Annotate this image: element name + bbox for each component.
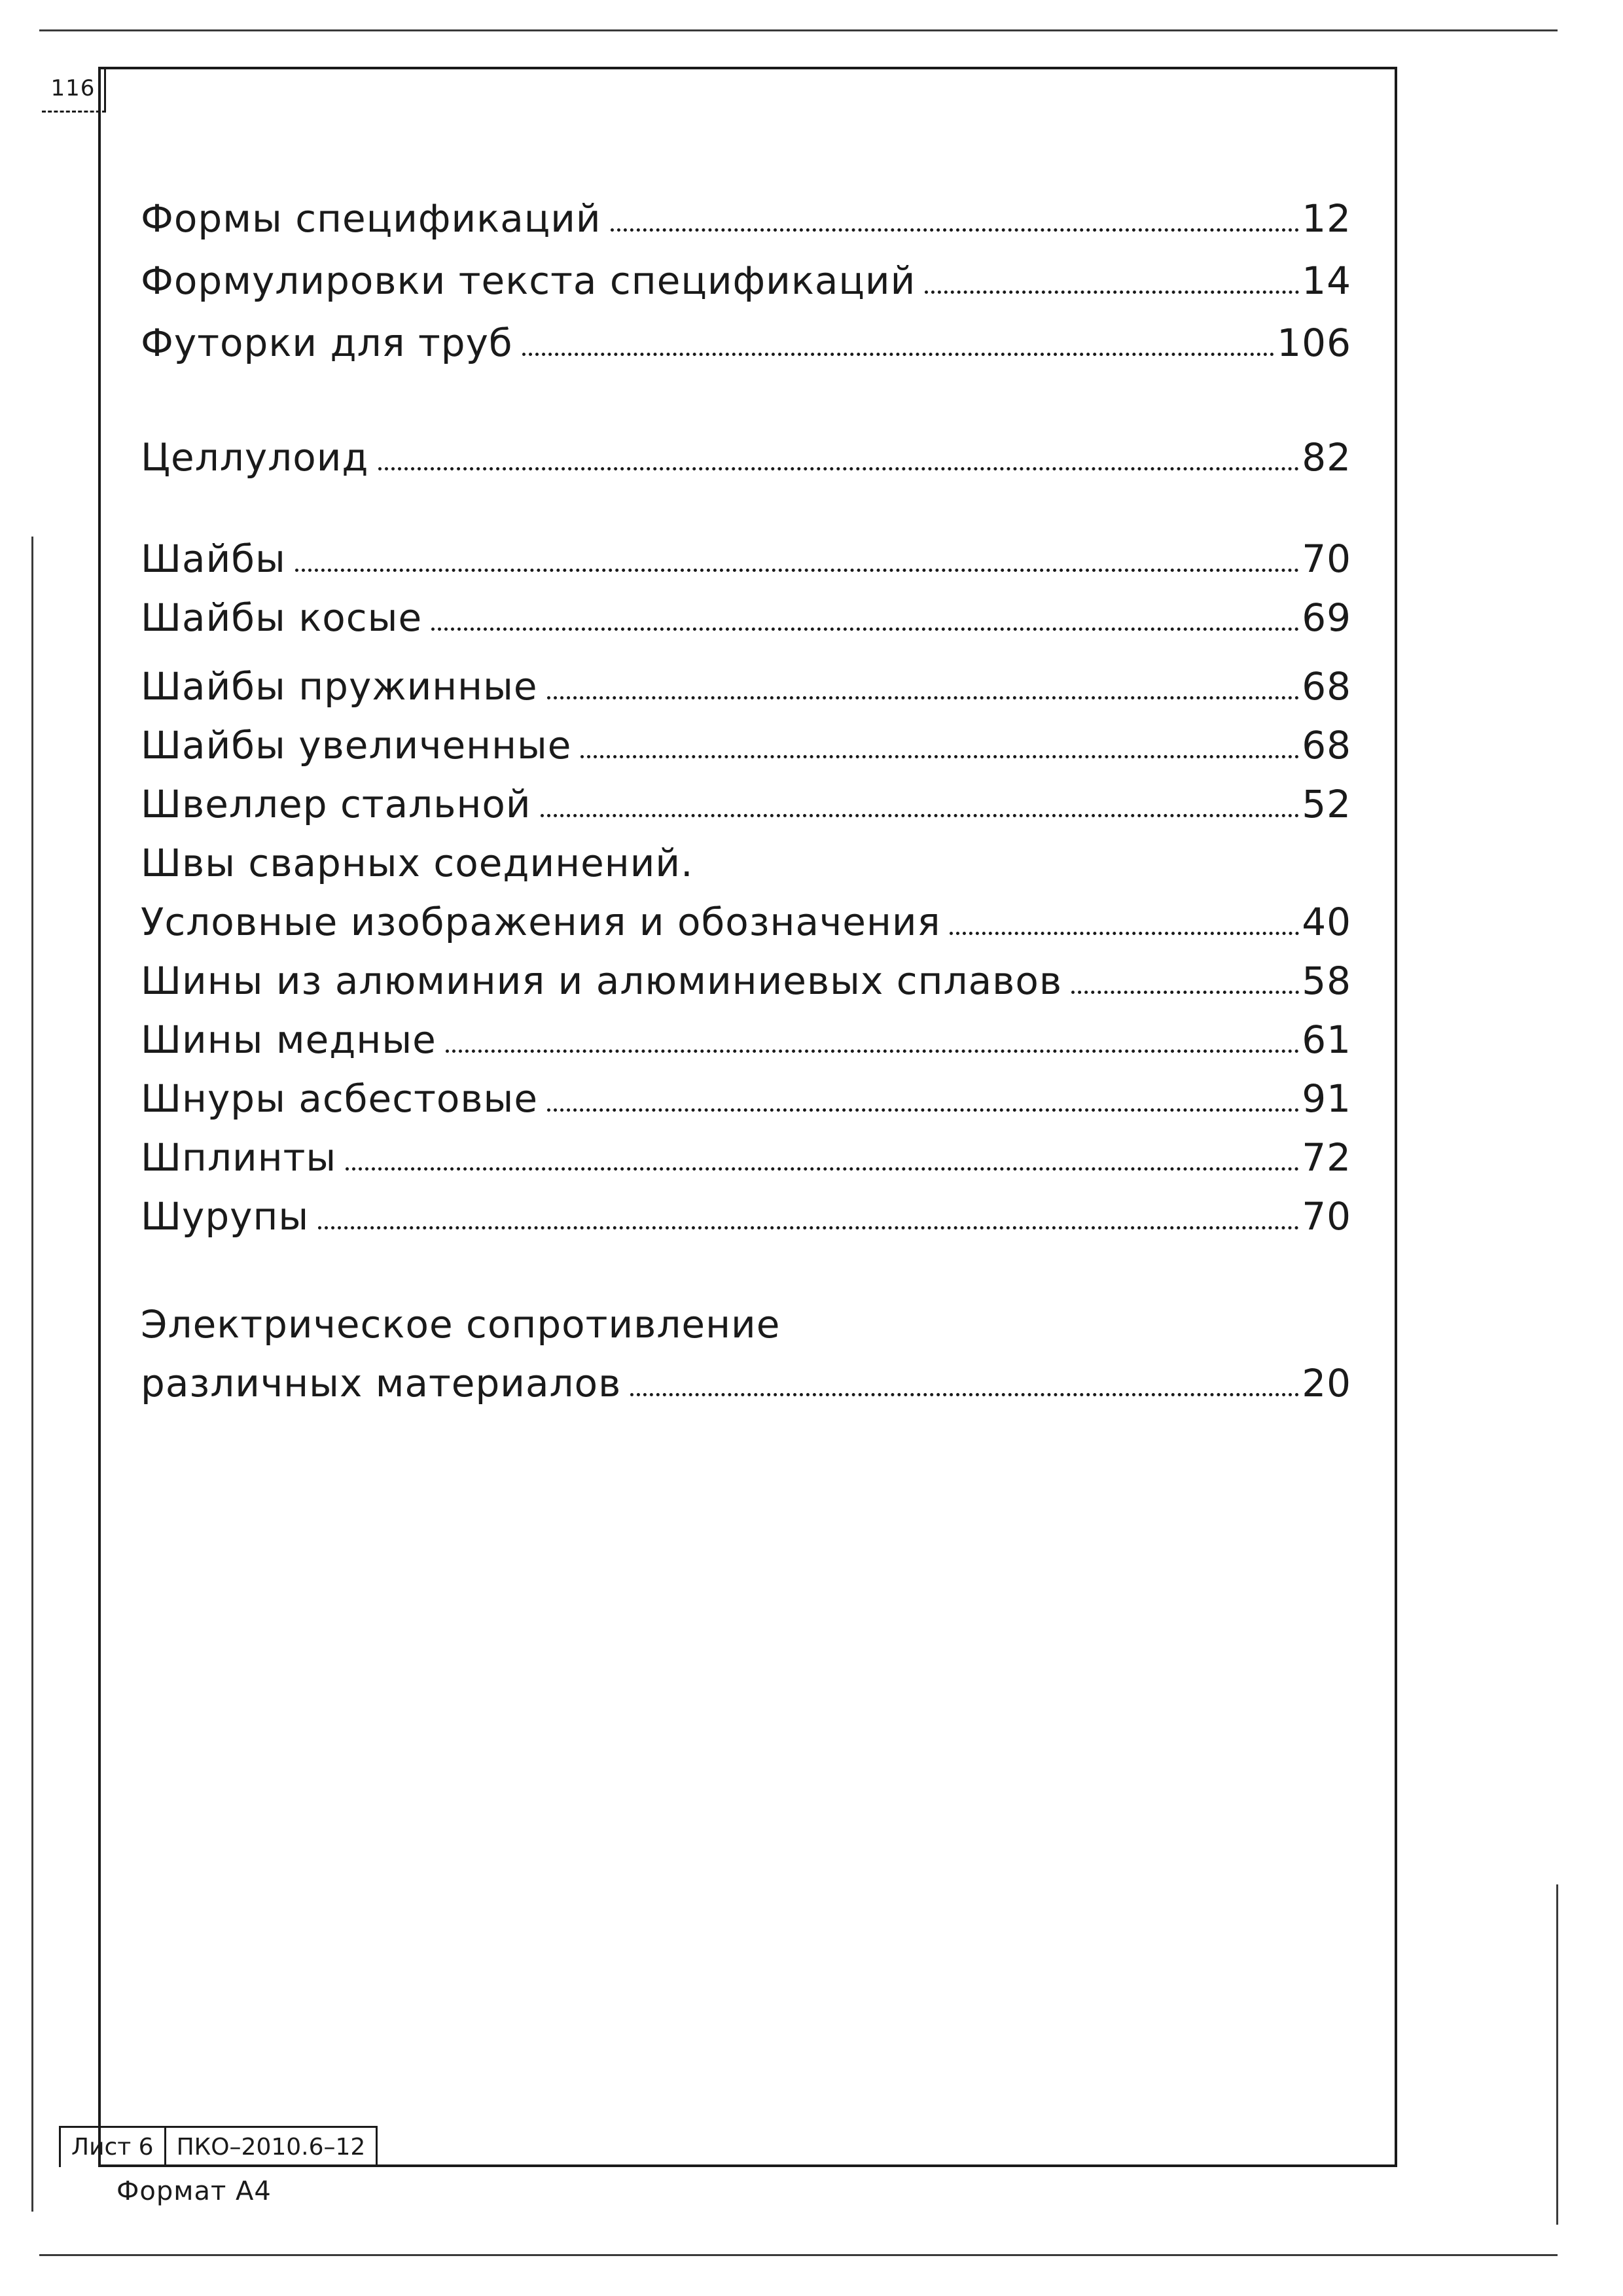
dot-leader: [431, 627, 1299, 631]
sheet-label: Лист 6: [59, 2126, 166, 2167]
index-term: Формы спецификаций: [141, 196, 601, 241]
dot-leader: [522, 353, 1275, 356]
dot-leader: [346, 1167, 1299, 1171]
index-entry: [141, 959, 1351, 1003]
index-term: Швы сварных соединений.: [141, 841, 694, 885]
scan-edge-top: [39, 29, 1558, 31]
index-entry: [141, 1361, 1351, 1405]
index-term: Шплинты: [141, 1135, 337, 1180]
dot-leader: [580, 755, 1299, 758]
index-page: 70: [1302, 537, 1351, 581]
index-term: Швеллер стальной: [141, 782, 531, 826]
index-entry: [141, 595, 1351, 640]
index-term: Шайбы пружинные: [141, 664, 538, 709]
index-entry: [141, 723, 1351, 768]
index-term: Футорки для труб: [141, 321, 513, 365]
scan-edge-bottom: [39, 2254, 1558, 2256]
scan-edge-left: [31, 537, 33, 2212]
index-entry: [141, 258, 1351, 303]
index-page: 52: [1302, 782, 1351, 826]
dot-leader: [547, 696, 1300, 699]
index-page: 68: [1302, 723, 1351, 768]
index-page: 20: [1302, 1361, 1351, 1405]
dot-leader: [318, 1226, 1299, 1229]
index-term: Целлулоид: [141, 435, 369, 480]
document-code: ПКО–2010.6–12: [166, 2126, 378, 2167]
index-entry: [141, 1135, 1351, 1180]
index-entry: [141, 435, 1351, 480]
dot-leader: [950, 932, 1299, 935]
index-page: 91: [1302, 1076, 1351, 1121]
dot-leader: [611, 228, 1300, 232]
page-number: 116: [42, 67, 106, 113]
index-entry: [141, 1194, 1351, 1239]
index-entry: [141, 900, 1351, 944]
index-page: 61: [1302, 1017, 1351, 1062]
index-page: 82: [1302, 435, 1351, 480]
index-term: Шайбы косые: [141, 595, 423, 640]
index-page: 14: [1302, 258, 1351, 303]
index-page: 40: [1302, 900, 1351, 944]
index-entry: [141, 196, 1351, 241]
format-label: Формат А4: [116, 2176, 272, 2206]
index-page: 58: [1302, 959, 1351, 1003]
index-page: 72: [1302, 1135, 1351, 1180]
index-term: различных материалов: [141, 1361, 622, 1405]
index-entry: [141, 1302, 1351, 1347]
index-term: Шайбы: [141, 537, 286, 581]
index-page: 106: [1277, 321, 1351, 365]
dot-leader: [295, 569, 1299, 572]
index-entry: [141, 664, 1351, 709]
index-page: 68: [1302, 664, 1351, 709]
index-term: Шайбы увеличенные: [141, 723, 572, 768]
dot-leader: [630, 1393, 1299, 1396]
index-entry: [141, 1076, 1351, 1121]
index-entry: [141, 1017, 1351, 1062]
index-page: 12: [1302, 196, 1351, 241]
dot-leader: [541, 814, 1300, 817]
dot-leader: [1071, 991, 1299, 994]
index-term: Электрическое сопротивление: [141, 1302, 781, 1347]
index-page: 69: [1302, 595, 1351, 640]
index-entry: [141, 321, 1351, 365]
index-entry: [141, 537, 1351, 581]
dot-leader: [378, 467, 1300, 470]
index-term: Шины медные: [141, 1017, 437, 1062]
scan-edge-right: [1556, 1884, 1558, 2225]
index-entry: [141, 782, 1351, 826]
dot-leader: [547, 1108, 1299, 1112]
dot-leader: [446, 1050, 1299, 1053]
index-term: Условные изображения и обозначения: [141, 900, 941, 944]
title-block-stamp: [59, 2126, 378, 2167]
index-page: 70: [1302, 1194, 1351, 1239]
index-entry: [141, 841, 1351, 885]
dot-leader: [925, 291, 1299, 294]
index-term: Шины из алюминия и алюминиевых сплавов: [141, 959, 1062, 1003]
index-term: Шнуры асбестовые: [141, 1076, 539, 1121]
index-term: Формулировки текста спецификаций: [141, 258, 916, 303]
index-term: Шурупы: [141, 1194, 310, 1239]
